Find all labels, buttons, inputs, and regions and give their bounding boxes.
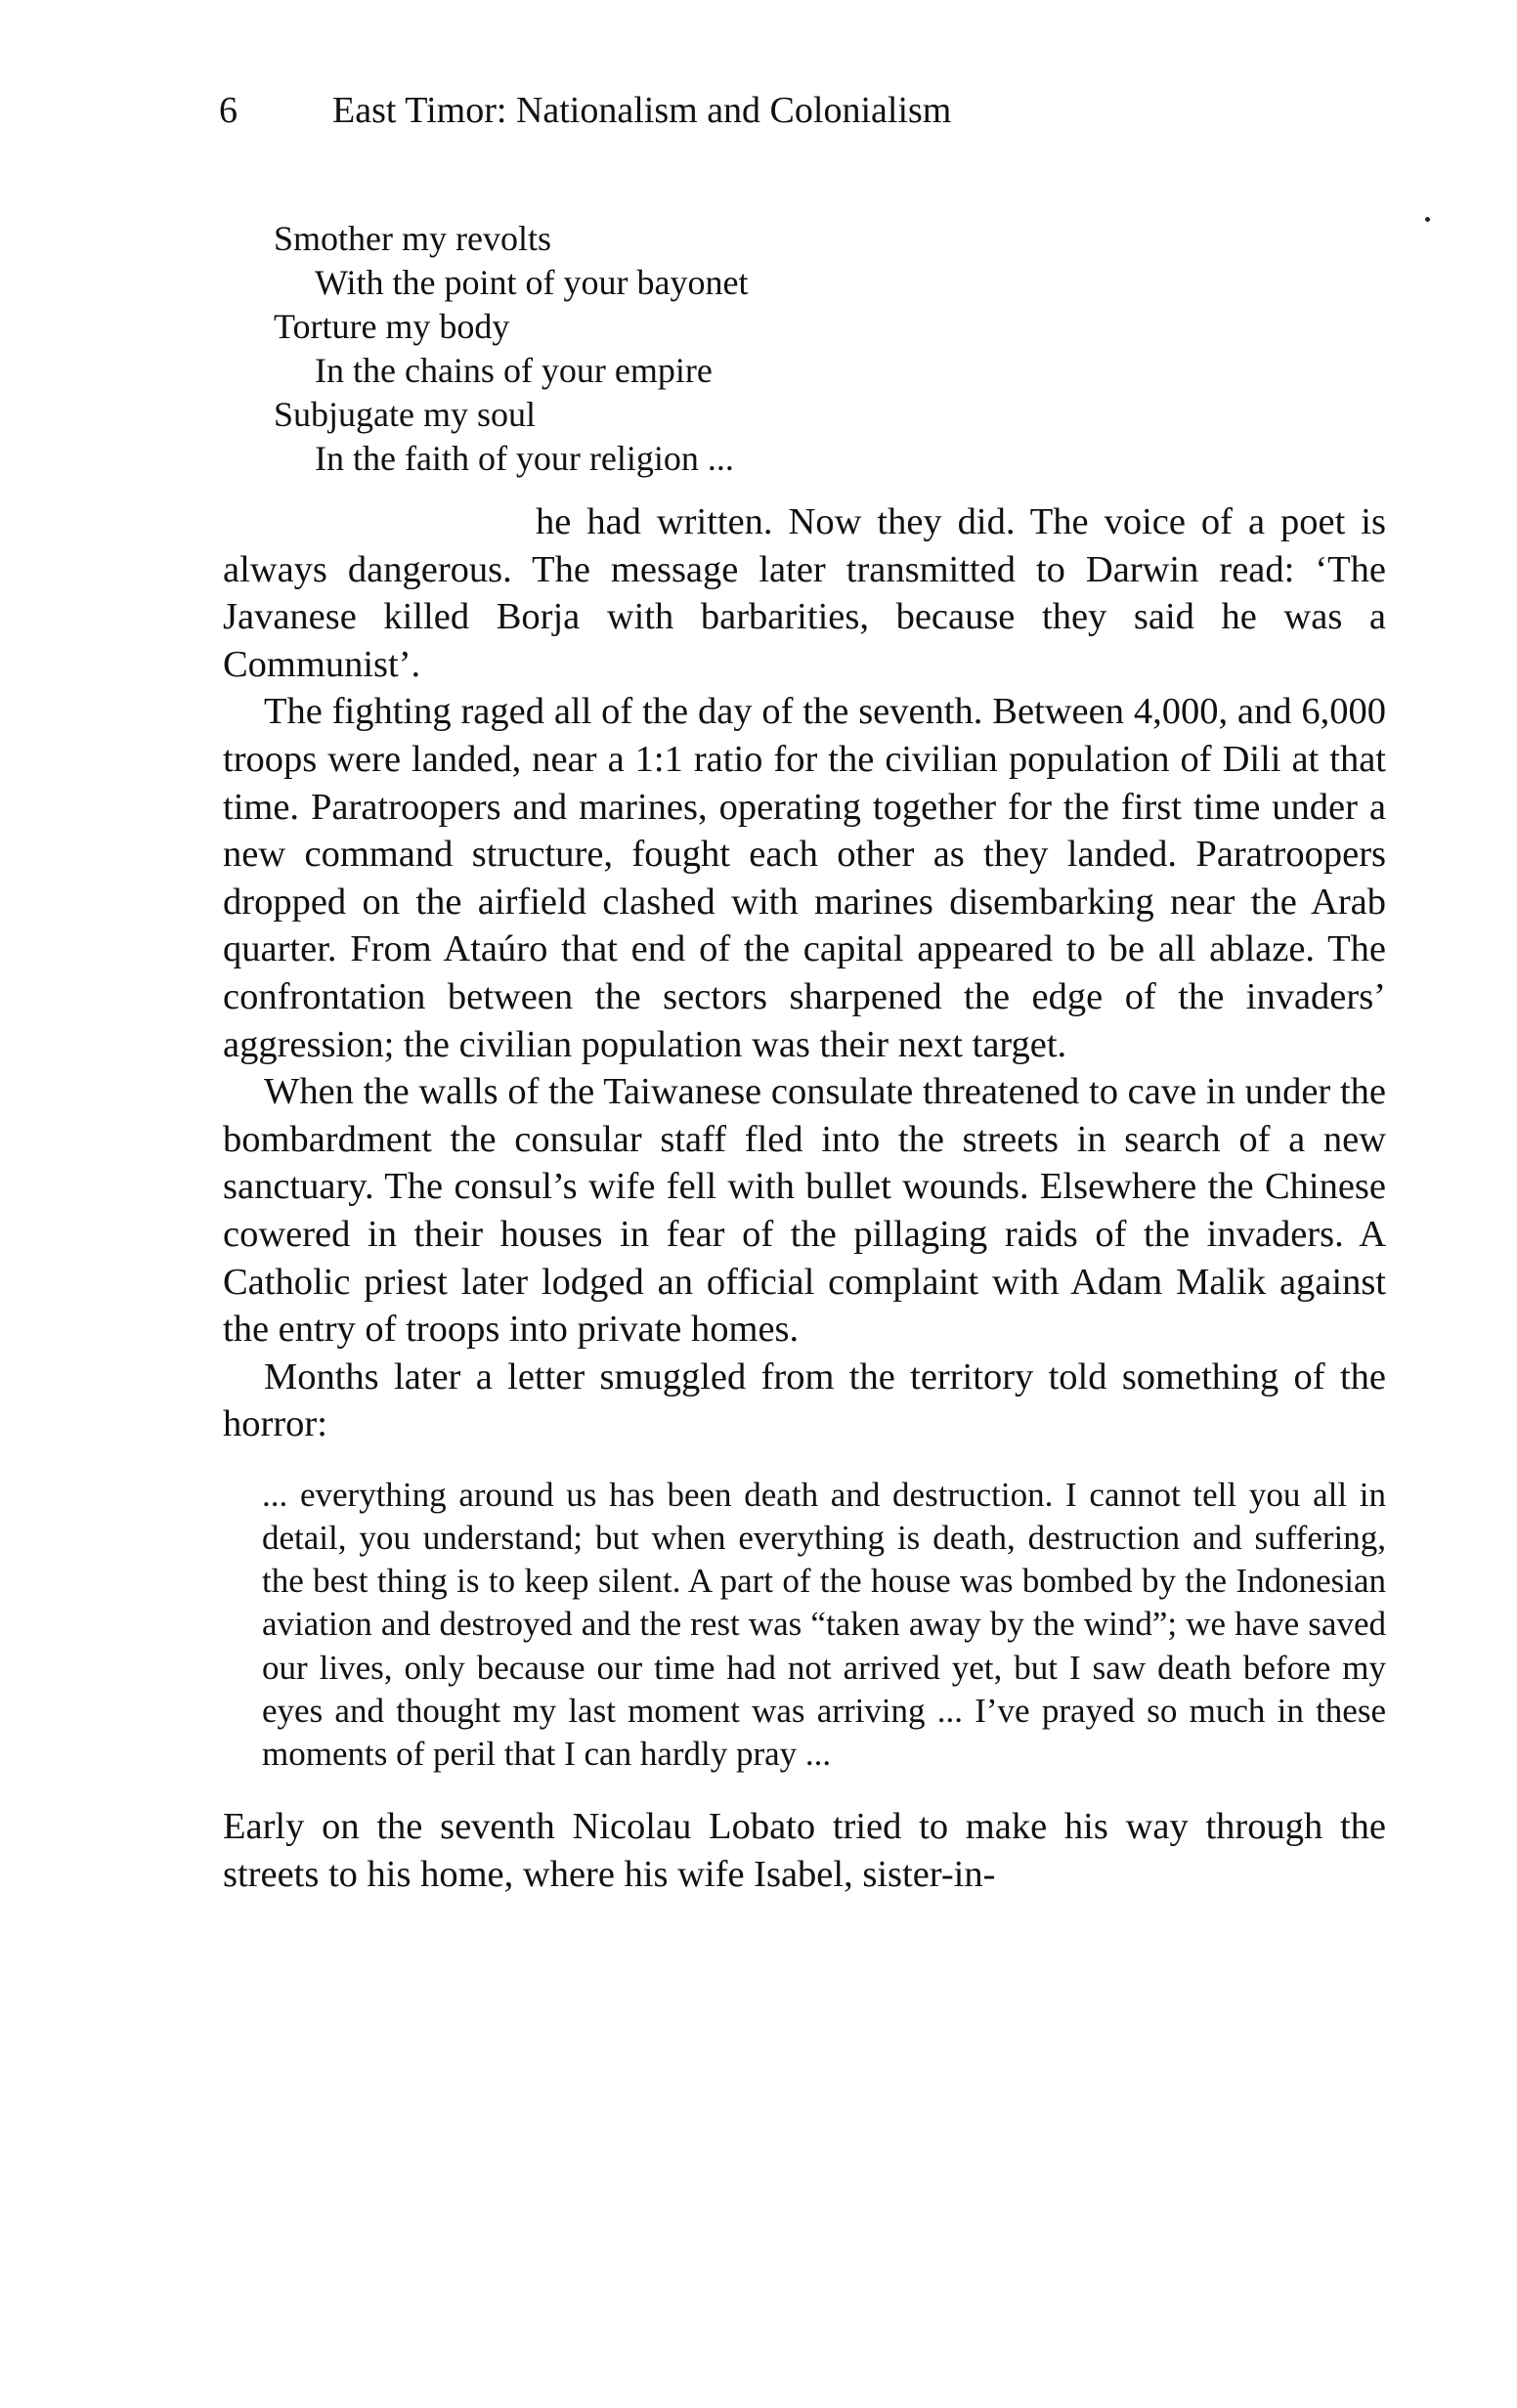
paragraph: Months later a letter smuggled from the territory told something of the horror: <box>223 1355 1386 1445</box>
poem-line: Smother my revolts <box>274 219 551 258</box>
poem-line: With the point of your bayonet <box>315 263 749 302</box>
letter-quote: ... everything around us has been death and destruction. I cannot tell you all in detail, you understand; but when everything is death, destruction and suffering, the best thing is to keep silent. A part of the house was bombed by the Indonesian aviation and destroyed and the rest was “taken away by the wind”; we have saved our lives, only because our time had not arrived yet, but I saw death before my eyes and thought my last moment was arriving ... I’ve prayed so much in these moments of peril that I can hardly pray ... <box>262 1475 1386 1774</box>
running-head <box>219 86 951 135</box>
paragraph: The fighting raged all of the day of the seventh. Between 4,000, and 6,000 troops were landed, near a 1:1 ratio for the civilian population of Dili at that time. Paratroopers and marines, operating together for the first time under a new command structure, fought each other as they landed. Paratroopers dropped on the airfield clashed with marines disembarking near the Arab quarter. From Ataúro that end of the capital appeared to be all ablaze. The confrontation between the sectors sharpened the edge of the invaders’ aggression; the civilian population was their next target. <box>223 691 1386 1065</box>
page-number: 6 <box>219 90 238 131</box>
poem-line: Torture my body <box>274 307 510 346</box>
paragraph: Early on the seventh Nicolau Lobato tried to make his way through the streets to his home, where his wife Isabel, sister-in- <box>223 1806 1386 1895</box>
print-speck <box>1425 217 1430 222</box>
running-title: East Timor: Nationalism and Colonialism <box>332 90 952 131</box>
poem-line: In the faith of your religion ... <box>315 439 734 478</box>
paragraph: When the walls of the Taiwanese consulate threatened to cave in under the bombardment the consular staff fled into the streets in search of a new sanctuary. The consul’s wife fell with bullet wounds. Elsewhere the Chinese cowered in their houses in fear of the pillaging raids of the invaders. A Catholic priest later lodged an official complaint with Adam Malik against the entry of troops into private homes. <box>223 1071 1386 1351</box>
paragraph: he had written. Now they did. The voice of a poet is always dangerous. The message later transmitted to Darwin read: ‘The Javanese killed Borja with barbarities, because they said he was a Communist’. <box>223 501 1386 685</box>
body-text <box>223 498 1386 1898</box>
poem-line: In the chains of your empire <box>315 351 713 390</box>
poem-excerpt <box>274 217 1153 481</box>
poem-line: Subjugate my soul <box>274 395 536 434</box>
